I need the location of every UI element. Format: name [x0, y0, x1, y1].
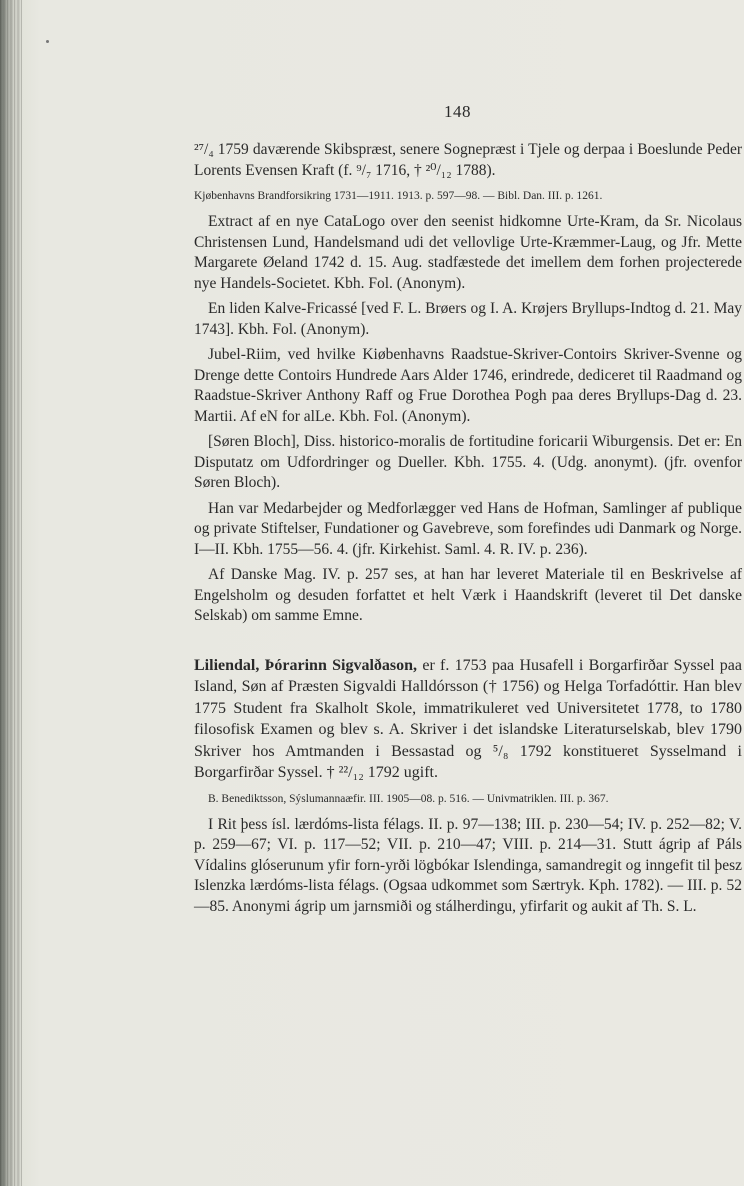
book-binding-edge	[0, 0, 22, 1186]
paragraph-soren-bloch: [Søren Bloch], Diss. historico-moralis de fortitudine foricarii Wiburgensis. Det er: En Disputatz om Udfordringer og Dueller. Kbh. 1755. 4. (Udg. anonymt). (jfr. ovenfor Søren Bloch).	[194, 433, 742, 491]
entry-liliendal	[194, 655, 742, 784]
page-number: 148	[444, 102, 471, 121]
entry-name: Liliendal, Þórarinn Sigvalðason,	[194, 656, 418, 674]
paragraph-jubel-riim: Jubel-Riim, ved hvilke Kiøbenhavns Raadstue-Skriver-Contoirs Skriver-Svenne og Drenge dette Contoirs Hundrede Aars Alder 1746, erindrede, dediceret til Raadmand og Raadstue-Skriver Anthony Raff og Frue Dorothea Pogh paa deres Bryllups-Dag d. 23. Martii. Af eN for alLe. Kbh. Fol. (Anonym).	[194, 346, 742, 425]
paragraph-medarbejder: Han var Medarbejder og Medforlægger ved Hans de Hofman, Samlinger af publique og private Stiftelser, Fundationer og Gavebreve, som forefindes udi Danmark og Norge. I—II. Kbh. 1755—56. 4. (jfr. Kirkehist. Saml. 4. R. IV. p. 236).	[194, 499, 742, 558]
paragraph-rit: I Rit þess ísl. lærdóms-lista félags. II. p. 97—138; III. p. 230—54; IV. p. 252—82; V. p. 259—67; VI. p. 117—52; VII. p. 210—47; VIII. p. 214—31. Stutt ágrip af Páls Vídalins glóserunum yfir forn-yrði lögbókar Islendinga, samandregit og inngefit til þesz Islenzka lærdóms-lista félags. (Ogsaa udkommet som Særtryk. Kph. 1782). — III. p. 52—85. Anonymi ágrip um jarnsmiði og stálherdingu, yfirfarit og aukit af Th. S. L.	[194, 815, 742, 915]
paragraph-kraft: ²⁷/₄ 1759 daværende Skibspræst, senere Sognepræst i Tjele og derpaa i Boeslunde Peder Lorents Evensen Kraft (f. ⁹/₇ 1716, † ²⁰/₁₂ 1788).	[194, 141, 742, 179]
page-content	[194, 140, 742, 917]
paragraph-extract: Extract af en nye CataLogo over den seenist hidkomne Urte-Kram, da Sr. Nicolaus Christensen Lund, Handelsmand udi det vellovlige Urte-Kræmmer-Laug, og Jfr. Mette Margarete Øeland 1742 d. 15. Aug. stadfæstede det imellem dem forhen projecterede nye Handels-Societet. Kbh. Fol. (Anonym).	[194, 213, 742, 292]
entry-text: er f. 1753 paa Husafell i Borgarfirðar Syssel paa Island, Søn af Præsten Sigvaldi Halldórsson († 1756) og Helga Torfadóttir. Han blev 1775 Student fra Skalholt Skole, immatrikuleret ved Universitetet 1778, to 1780 filosofisk Examen og blev s. A. Skriver i det islandske Literaturselskab, blev 1790 Skriver hos Amtmanden i Bessastad og ⁵/₈ 1792 konstitueret Sysselmand i Borgarfirðar Syssel. † ²²/₁₂ 1792 ugift.	[194, 656, 743, 781]
reference-benediktsson: B. Benediktsson, Sýslumannaæfir. III. 1905—08. p. 516. — Univmatriklen. III. p. 367.	[208, 792, 609, 805]
book-page	[44, 14, 744, 1186]
paragraph-danske-mag: Af Danske Mag. IV. p. 257 ses, at han har leveret Materiale til en Beskrivelse af Engelsholm og desuden forfattet et helt Værk i Haandskrift (leveret til Det danske Selskab) om samme Emne.	[194, 566, 742, 624]
paragraph-kalve-fricasse: En liden Kalve-Fricassé [ved F. L. Brøers og I. A. Krøjers Bryllups-Indtog d. 21. May 1743]. Kbh. Fol. (Anonym).	[194, 300, 742, 338]
reference-brandforsikring: Kjøbenhavns Brandforsikring 1731—1911. 1913. p. 597—98. — Bibl. Dan. III. p. 1261.	[194, 190, 603, 202]
